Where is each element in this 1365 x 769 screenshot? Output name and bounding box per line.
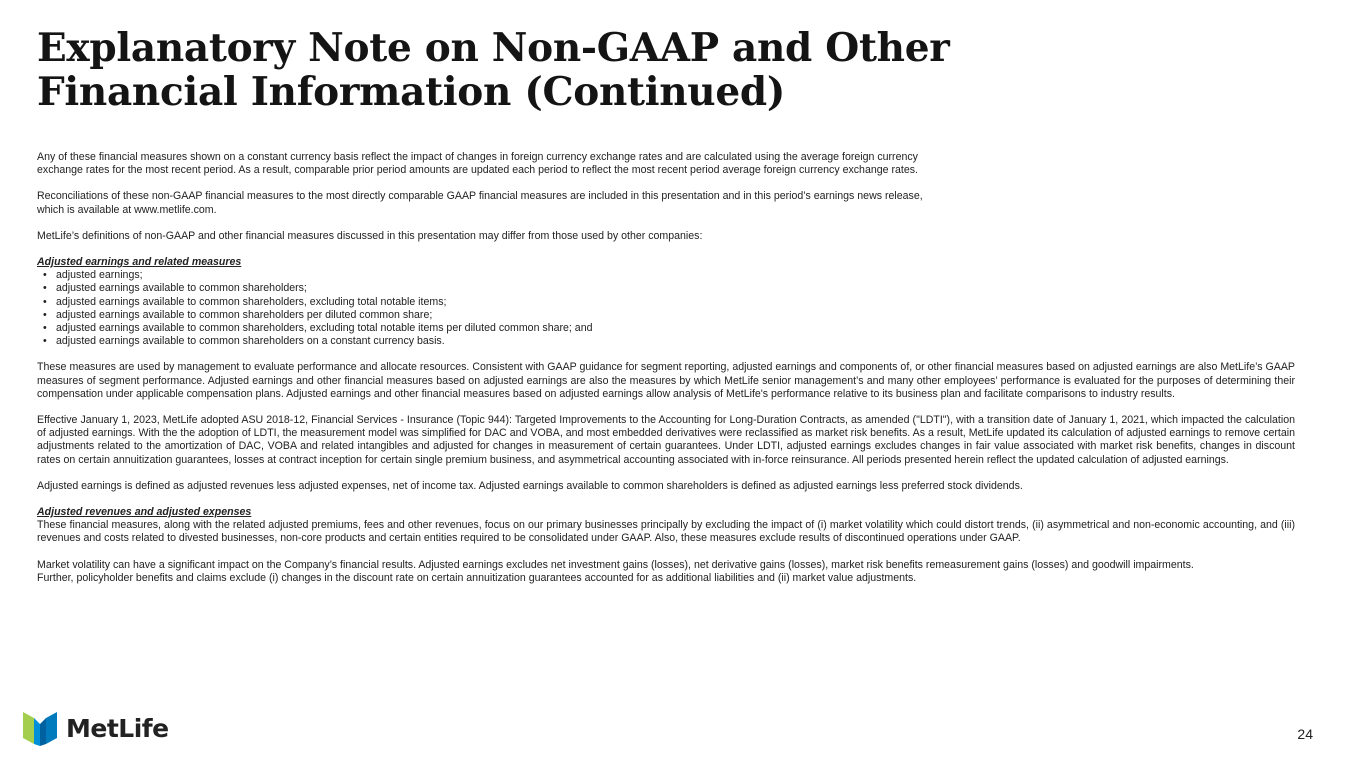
note-body: [37, 151, 1295, 585]
adjusted-revenues-heading: Adjusted revenues and adjusted expenses: [37, 506, 252, 519]
measures-used-paragraph: These measures are used by management to evaluate performance and allocate resources. Consistent with GAAP guidance for segment reporting, adjusted earnings and components of, or other financial measures based on adjusted earnings are also MetLife’s GAAP measures of segment performance. Adjusted earnings and other financial measures based on adjusted earnings are also the measures by which MetLife senior management’s and many other employees’ performance is evaluated for the purposes of determining their compensation under applicable compensation plans. Adjusted earnings and other financial measures based on adjusted earnings allow analysis of MetLife's performance relative to its business plan and facilitate comparisons to industry results.: [37, 361, 1295, 400]
constant-currency-paragraph: [37, 151, 992, 177]
definitions-paragraph: MetLife’s definitions of non-GAAP and other financial measures discussed in this presentation may differ from those used by other companies:: [37, 229, 703, 242]
adjusted-earnings-definition: Adjusted earnings is defined as adjusted revenues less adjusted expenses, net of income tax. Adjusted earnings available to common shareholders is defined as adjusted earnings less preferred stock dividends.: [37, 479, 1023, 492]
title-line-2: Financial Information (Continued): [37, 69, 785, 115]
constant-currency-line-2: exchange rates for the most recent period. As a result, comparable prior period amounts are updated each period to reflect the most recent period average foreign currency exchange rates.: [37, 164, 918, 177]
market-volatility-line-2: Further, policyholder benefits and claims exclude (i) changes in the discount rate on certain annuitization guarantees accounted for as additional liabilities and (ii) market value adjustments.: [37, 571, 917, 584]
list-item: • adjusted earnings available to common shareholders on a constant currency basis.: [37, 335, 1295, 348]
reconciliations-line-2: which is available at www.metlife.com.: [37, 203, 217, 216]
adjusted-revenues-paragraph: These financial measures, along with the related adjusted premiums, fees and other revenues, focus on our primary businesses principally by excluding the impact of (i) market volatility which could distort trends, (ii) asymmetrical and non-economic accounting, and (iii) revenues and costs related to divested businesses, non-core products and certain entities required to be consolidated under GAAP. Also, these measures exclude results of discontinued operations under GAAP.: [37, 519, 1295, 545]
list-item: • adjusted earnings available to common shareholders, excluding total notable items;: [37, 296, 1295, 309]
metlife-logo: [23, 710, 169, 746]
reconciliations-line-1: Reconciliations of these non-GAAP financial measures to the most directly comparable GAAP financial measures are included in this presentation and in this period’s earnings news release,: [37, 190, 923, 203]
logo-text: MetLife: [66, 713, 169, 743]
page-number: 24: [1297, 726, 1313, 742]
adjusted-earnings-heading: Adjusted earnings and related measures: [37, 256, 242, 269]
list-item: • adjusted earnings available to common shareholders per diluted common share;: [37, 309, 1295, 322]
ldti-paragraph: Effective January 1, 2023, MetLife adopted ASU 2018-12, Financial Services - Insurance (Topic 944): Targeted Improvements to the Accounting for Long-Duration Contracts, as amended ("LDTI"), with a transition date of January 1, 2021, which impacted the calculation of adjusted earnings. With the the adoption of LDTI, the measurement model was simplified for DAC and VOBA, and most embedded derivatives were reclassified as market risk benefits. As a result, MetLife updated its calculation of adjusted earnings to remove certain adjustments related to the amortization of DAC, VOBA and related intangibles and adjusted for changes in measurement of certain guarantees. Under LDTI, adjusted earnings excludes changes in fair value associated with market risk benefits, changes in discount rates on certain annuitization guarantees, losses at contract inception for certain single premium business, and asymmetrical accounting associated with in-force reinsurance. All periods presented herein reflect the updated calculation of adjusted earnings.: [37, 414, 1295, 466]
constant-currency-line-1: Any of these financial measures shown on a constant currency basis reflect the impact of changes in foreign currency exchange rates and are calculated using the average foreign currency: [37, 151, 918, 163]
page-title: [37, 26, 1037, 114]
list-item: • adjusted earnings available to common shareholders, excluding total notable items per diluted common share; and: [37, 322, 1295, 335]
list-item: • adjusted earnings;: [37, 269, 1295, 282]
market-volatility-line-1: Market volatility can have a significant impact on the Company’s financial results. Adjusted earnings excludes net investment gains (losses), net derivative gains (losses), market risk benefits remeasurement gains (losses) and goodwill impairments.: [37, 558, 1194, 571]
reconciliations-paragraph: [37, 190, 992, 216]
list-item: • adjusted earnings available to common shareholders;: [37, 282, 1295, 295]
adjusted-earnings-list: [37, 269, 1295, 348]
metlife-logo-icon: [23, 710, 57, 746]
title-line-1: Explanatory Note on Non-GAAP and Other: [37, 25, 950, 71]
